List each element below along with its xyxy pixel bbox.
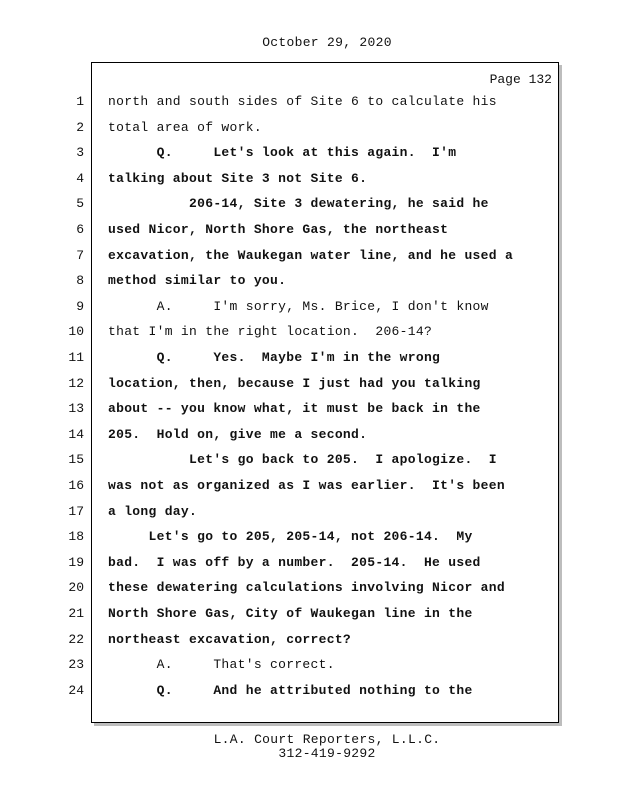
line-number: 23 [68,657,84,673]
line-number: 5 [76,196,84,212]
line-number: 16 [68,478,84,493]
transcript-line: talking about Site 3 not Site 6. [108,170,368,186]
line-number: 13 [68,401,84,417]
transcript-line: excavation, the Waukegan water line, and he used a [108,247,514,263]
line-number: 21 [68,606,84,621]
transcript-line: Let's go back to 205. I apologize. I [108,452,497,468]
transcript-line: a long day. [108,503,198,519]
transcript-line: location, then, because I just had you talking [108,375,481,391]
line-number: 20 [68,580,84,596]
transcript-date: October 29, 2020 [262,35,392,50]
transcript-line: North Shore Gas, City of Waukegan line in the [108,606,473,621]
transcript-line: 206-14, Site 3 dewatering, he said he [108,196,489,212]
transcript-line: Q. Let's look at this again. I'm [108,145,457,161]
transcript-line: A. I'm sorry, Ms. Brice, I don't know [108,298,489,314]
transcript-line: about -- you know what, it must be back in the [108,401,481,417]
line-number: 15 [68,452,84,468]
line-number: 19 [68,554,84,570]
transcript-line: bad. I was off by a number. 205-14. He used [108,554,481,570]
line-number: 11 [68,350,84,365]
transcript-line: northeast excavation, correct? [108,631,352,647]
line-number: 4 [76,170,84,186]
line-number: 7 [76,247,84,263]
line-number: 18 [68,529,84,545]
footer-phone: 312-419-9292 [278,746,376,761]
line-number: 3 [76,145,84,161]
transcript-line: these dewatering calculations involving Nicor and [108,580,505,596]
transcript-page [91,62,559,723]
transcript-line: Q. Yes. Maybe I'm in the wrong [108,350,441,365]
line-number: 8 [76,273,84,289]
transcript-line: A. That's correct. [108,657,335,673]
transcript-line: that I'm in the right location. 206-14? [108,324,433,340]
transcript-line: method similar to you. [108,273,287,289]
transcript-line: Let's go to 205, 205-14, not 206-14. My [108,529,473,545]
line-number: 14 [68,426,84,442]
transcript-line: north and south sides of Site 6 to calculate his [108,94,497,109]
line-number: 1 [76,94,84,109]
transcript-line: was not as organized as I was earlier. It's been [108,478,505,493]
line-number: 24 [68,682,84,698]
line-number: 6 [76,222,84,237]
line-number: 22 [68,631,84,647]
transcript-line: Q. And he attributed nothing to the [108,682,473,698]
line-number: 2 [76,119,84,135]
line-number: 12 [68,375,84,391]
line-number: 9 [76,298,84,314]
transcript-line: used Nicor, North Shore Gas, the northeast [108,222,449,237]
transcript-line: total area of work. [108,119,262,135]
line-number: 17 [68,503,84,519]
footer-company: L.A. Court Reporters, L.L.C. [213,732,441,747]
page-number: Page 132 [489,72,552,87]
line-number: 10 [68,324,84,340]
transcript-line: 205. Hold on, give me a second. [108,426,368,442]
